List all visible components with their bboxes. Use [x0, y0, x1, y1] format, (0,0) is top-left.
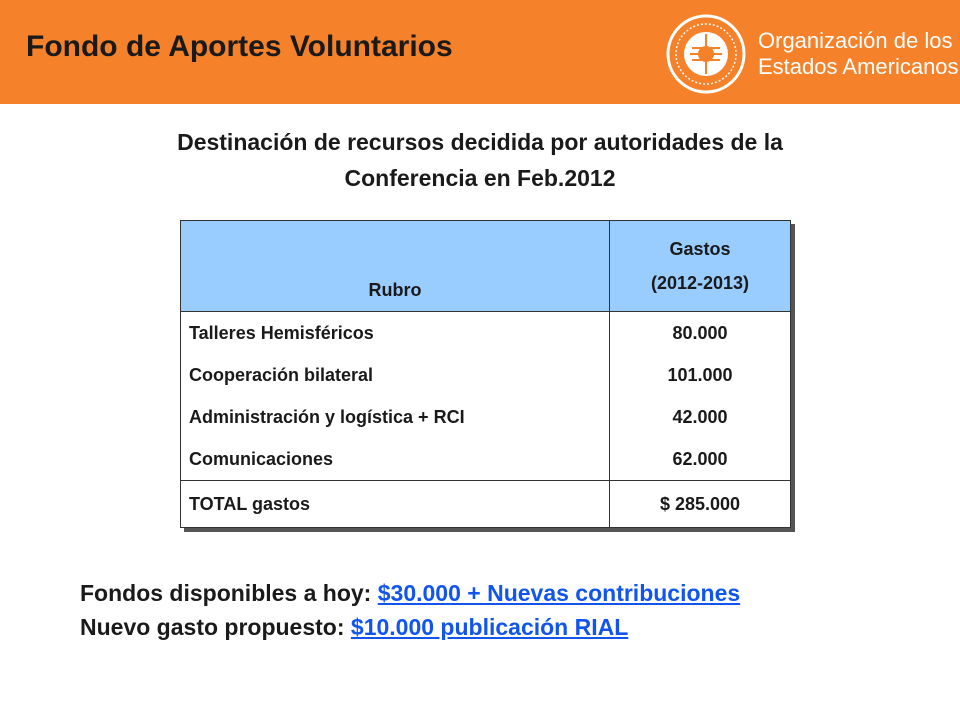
header-rubro: Rubro	[181, 221, 610, 312]
total-value: $ 285.000	[610, 481, 791, 528]
row-gastos: 80.000	[610, 312, 791, 355]
table-row	[181, 396, 791, 438]
funds-available-label: Fondos disponibles a hoy:	[80, 580, 378, 606]
slide-subtitle	[80, 124, 880, 196]
funds-available-link[interactable]: $30.000 + Nuevas contribuciones	[377, 580, 741, 606]
oas-seal-icon	[666, 14, 746, 94]
proposed-expense-link[interactable]: $10.000 publicación RIAL	[350, 614, 629, 640]
organization-name	[758, 28, 959, 80]
header-bar	[0, 0, 960, 104]
proposed-expense-label: Nuevo gasto propuesto:	[80, 614, 351, 640]
table-header-row	[181, 221, 791, 312]
row-rubro: Comunicaciones	[181, 438, 610, 481]
row-gastos: 101.000	[610, 354, 791, 396]
funds-available-line	[80, 576, 740, 610]
row-gastos: 42.000	[610, 396, 791, 438]
budget-table	[180, 220, 791, 528]
budget-table-container	[180, 220, 791, 528]
table-total-row	[181, 481, 791, 528]
total-label: TOTAL gastos	[181, 481, 610, 528]
organization-name-line1: Organización de los	[758, 28, 953, 53]
row-rubro: Cooperación bilateral	[181, 354, 610, 396]
page-title: Fondo de Aportes Voluntarios	[26, 30, 453, 63]
row-rubro: Administración y logística + RCI	[181, 396, 610, 438]
header-gastos	[610, 221, 791, 312]
proposed-expense-line	[80, 610, 740, 644]
organization-name-line2: Estados Americanos	[758, 54, 959, 79]
subtitle-line2: Conferencia en Feb.2012	[344, 165, 616, 191]
header-gastos-line2: (2012-2013)	[650, 273, 750, 293]
subtitle-line1: Destinación de recursos decidida por autoridades de la	[177, 129, 783, 155]
table-row	[181, 438, 791, 481]
row-gastos: 62.000	[610, 438, 791, 481]
table-row	[181, 354, 791, 396]
funding-summary	[80, 576, 740, 644]
header-gastos-line1: Gastos	[669, 239, 731, 259]
table-row	[181, 312, 791, 355]
row-rubro: Talleres Hemisféricos	[181, 312, 610, 355]
